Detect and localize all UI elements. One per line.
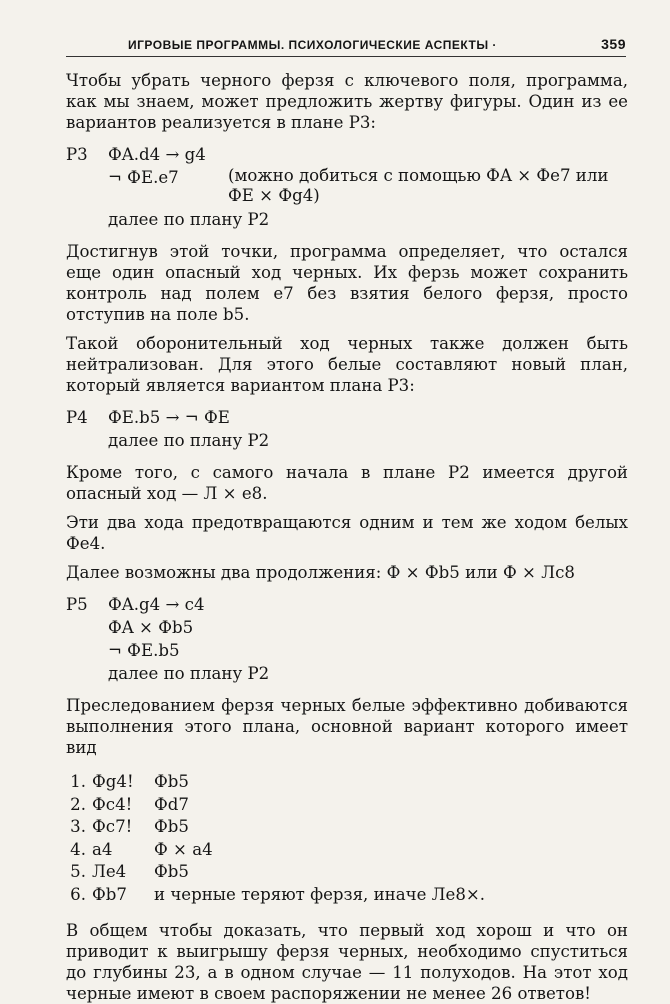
header-title: ИГРОВЫЕ ПРОГРАММЫ. ПСИХОЛОГИЧЕСКИЕ АСПЕКТЫ · [128,38,497,52]
page-body [66,70,628,1004]
plan-p3-row-2 [66,166,628,208]
variation-row [66,839,628,862]
move-number: 1. [70,772,86,791]
black-move: Фb5 [154,817,189,836]
paragraph-2: Достигнув этой точки, программа определяет, что остался еще один опасный ход черных. Их ферзь может сохранить контроль над полем e7 без взятия белого ферзя, просто отступив на поле b5. [66,242,628,324]
plan-p5-move-2: ФA × Фb5 [108,618,194,637]
black-move: и черные теряют ферзя, иначе Лe8×. [154,884,486,904]
move-number: 5. [70,862,86,881]
paragraph-4: Кроме того, с самого начала в плане Р2 имеется другой опасный ход — Л × e8. [66,463,628,503]
move-number: 3. [70,817,86,836]
move-number: 4. [70,839,86,859]
paragraph-5: Эти два хода предотвращаются одним и тем же ходом белых Фe4. [66,513,628,553]
variation-row [66,884,628,907]
plan-p5 [66,593,628,685]
white-move: Лe4 [92,862,127,881]
black-move: Фd7 [154,794,189,814]
page-number: 359 [601,36,626,52]
plan-p3-move-1: ФA.d4 → g4 [108,145,206,164]
plan-p3-label: Р3 [66,145,88,164]
move-number: 6. [70,884,86,904]
plan-p3-move-2: ¬ ФE.e7 [108,168,179,187]
plan-p4-move-1: ФE.b5 → ¬ ФE [108,408,230,427]
black-move: Ф × a4 [154,839,213,859]
plan-p5-move-3: ¬ ФE.b5 [108,641,180,660]
white-move: Фb7 [92,884,127,904]
variation-row [66,861,628,884]
variation-row [66,816,628,839]
plan-p5-continue: далее по плану Р2 [108,664,270,683]
plan-p3-note: (можно добиться с помощью ФA × Фe7 или ФE × Фg4) [228,166,609,205]
white-move: Фc4! [92,794,133,814]
paragraph-6: Далее возможны два продолжения: Ф × Фb5 или Ф × Лc8 [66,563,575,582]
plan-p5-label: Р5 [66,595,88,614]
black-move: Фb5 [154,862,189,881]
main-variation [66,771,628,906]
plan-p4-row-1 [66,406,628,429]
black-move: Фb5 [154,772,189,791]
white-move: Фg4! [92,772,134,791]
variation-row [66,794,628,817]
white-move: a4 [92,839,113,859]
white-move: Фc7! [92,817,133,836]
paragraph-8: В общем чтобы доказать, что первый ход хорош и что он приводит к выигрышу ферзя черных, необходимо спуститься до глубины 23, а в одном случае — 11 полуходов. На этот ход черные имеют в своем распоряжении не менее 26 ответов! [66,921,628,1003]
plan-p4-label: Р4 [66,408,88,427]
move-number: 2. [70,794,86,814]
plan-p4 [66,406,628,452]
plan-p4-continue: далее по плану Р2 [108,431,270,450]
plan-p5-row-1 [66,593,628,616]
paragraph-1: Чтобы убрать черного ферзя с ключевого поля, программа, как мы знаем, может предложить жертву фигуры. Один из ее вариантов реализуется в плане Р3: [66,71,628,132]
running-header [66,34,626,57]
plan-p3-row-1 [66,143,628,166]
plan-p5-move-1: ФA.g4 → c4 [108,595,205,614]
paragraph-3: Такой оборонительный ход черных также должен быть нейтрализован. Для этого белые составляют новый план, который является вариантом плана Р3: [66,334,628,395]
plan-p3-continue: далее по плану Р2 [108,210,270,229]
paragraph-7: Преследованием ферзя черных белые эффективно добиваются выполнения этого плана, основной вариант которого имеет вид [66,696,628,757]
plan-p3 [66,143,628,231]
variation-row [66,771,628,794]
